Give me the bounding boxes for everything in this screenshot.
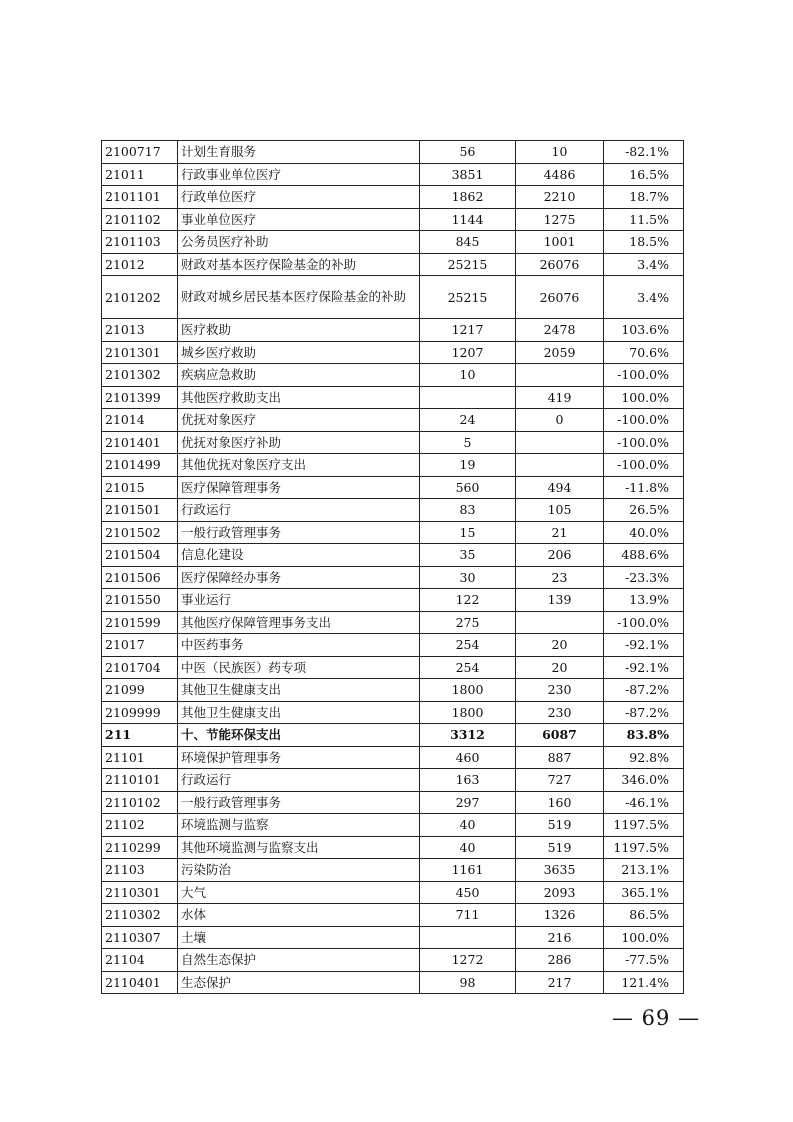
cell-code: 21013: [102, 319, 178, 342]
cell-code: 2110301: [102, 881, 178, 904]
table-row: [102, 949, 684, 972]
cell-code: 21011: [102, 163, 178, 186]
table-row: [102, 656, 684, 679]
cell-value-2: 206: [516, 544, 604, 567]
table-row: [102, 319, 684, 342]
cell-name: 信息化建设: [178, 544, 420, 567]
cell-value-1: 56: [420, 141, 516, 164]
cell-value-2: 105: [516, 499, 604, 522]
cell-code: 2101704: [102, 656, 178, 679]
cell-percent: 121.4%: [604, 971, 684, 994]
cell-value-2: 4486: [516, 163, 604, 186]
budget-table: [101, 140, 684, 994]
cell-value-1: 254: [420, 656, 516, 679]
cell-percent: -100.0%: [604, 409, 684, 432]
cell-name: 城乡医疗救助: [178, 341, 420, 364]
cell-value-1: 35: [420, 544, 516, 567]
cell-value-2: 26076: [516, 276, 604, 319]
cell-value-1: 5: [420, 431, 516, 454]
cell-value-2: 0: [516, 409, 604, 432]
cell-code: 2101301: [102, 341, 178, 364]
cell-percent: -23.3%: [604, 566, 684, 589]
cell-value-1: 1161: [420, 859, 516, 882]
cell-value-1: 254: [420, 634, 516, 657]
table-row: [102, 454, 684, 477]
cell-name: 行政运行: [178, 499, 420, 522]
table-row: [102, 814, 684, 837]
cell-value-2: 2210: [516, 186, 604, 209]
cell-name: 其他卫生健康支出: [178, 679, 420, 702]
cell-value-2: 217: [516, 971, 604, 994]
cell-code: 2110307: [102, 926, 178, 949]
cell-value-2: 230: [516, 679, 604, 702]
table-row: [102, 634, 684, 657]
cell-value-1: 460: [420, 746, 516, 769]
cell-value-1: 15: [420, 521, 516, 544]
table-row: [102, 589, 684, 612]
cell-percent: 1197.5%: [604, 814, 684, 837]
cell-code: 2101202: [102, 276, 178, 319]
cell-value-2: 230: [516, 701, 604, 724]
cell-value-1: 83: [420, 499, 516, 522]
cell-value-1: 275: [420, 611, 516, 634]
cell-name: 其他优抚对象医疗支出: [178, 454, 420, 477]
table-row: [102, 611, 684, 634]
cell-value-1: 297: [420, 791, 516, 814]
table-row: [102, 364, 684, 387]
cell-value-2: [516, 431, 604, 454]
cell-value-1: 40: [420, 836, 516, 859]
cell-percent: -11.8%: [604, 476, 684, 499]
cell-value-1: 1144: [420, 208, 516, 231]
table-row: [102, 141, 684, 164]
cell-name: 中医药事务: [178, 634, 420, 657]
cell-percent: 11.5%: [604, 208, 684, 231]
cell-percent: 100.0%: [604, 926, 684, 949]
table-row: [102, 881, 684, 904]
cell-code: 2101502: [102, 521, 178, 544]
cell-code: 21012: [102, 253, 178, 276]
cell-code: 2101550: [102, 589, 178, 612]
cell-name: 优抚对象医疗补助: [178, 431, 420, 454]
table-row: [102, 208, 684, 231]
cell-name: 医疗保障管理事务: [178, 476, 420, 499]
cell-value-1: 3851: [420, 163, 516, 186]
table-row: [102, 163, 684, 186]
table-row: [102, 231, 684, 254]
cell-name: 其他卫生健康支出: [178, 701, 420, 724]
cell-value-2: 160: [516, 791, 604, 814]
cell-code: 2110401: [102, 971, 178, 994]
cell-percent: 213.1%: [604, 859, 684, 882]
cell-code: 2110299: [102, 836, 178, 859]
cell-name: 生态保护: [178, 971, 420, 994]
cell-code: 21015: [102, 476, 178, 499]
cell-percent: 13.9%: [604, 589, 684, 612]
cell-percent: 86.5%: [604, 904, 684, 927]
cell-percent: 3.4%: [604, 253, 684, 276]
table-row: [102, 499, 684, 522]
cell-name: 行政事业单位医疗: [178, 163, 420, 186]
cell-name: 事业运行: [178, 589, 420, 612]
cell-percent: 100.0%: [604, 386, 684, 409]
cell-percent: -100.0%: [604, 431, 684, 454]
cell-name: 其他医疗保障管理事务支出: [178, 611, 420, 634]
cell-value-2: 2093: [516, 881, 604, 904]
cell-value-1: 10: [420, 364, 516, 387]
cell-value-1: 1800: [420, 679, 516, 702]
cell-percent: -92.1%: [604, 634, 684, 657]
cell-percent: -100.0%: [604, 454, 684, 477]
table-row: [102, 186, 684, 209]
cell-percent: 488.6%: [604, 544, 684, 567]
cell-code: 2101302: [102, 364, 178, 387]
cell-value-2: 20: [516, 634, 604, 657]
cell-value-2: 494: [516, 476, 604, 499]
table-row: [102, 971, 684, 994]
cell-percent: 26.5%: [604, 499, 684, 522]
cell-code: 2101399: [102, 386, 178, 409]
cell-value-1: 711: [420, 904, 516, 927]
cell-code: 2110302: [102, 904, 178, 927]
cell-value-2: 26076: [516, 253, 604, 276]
table-row: [102, 253, 684, 276]
cell-percent: 1197.5%: [604, 836, 684, 859]
table-row: [102, 544, 684, 567]
cell-value-2: 887: [516, 746, 604, 769]
cell-percent: -92.1%: [604, 656, 684, 679]
cell-value-1: 1800: [420, 701, 516, 724]
cell-name: 自然生态保护: [178, 949, 420, 972]
cell-value-1: 25215: [420, 276, 516, 319]
table-row: [102, 701, 684, 724]
cell-name: 中医（民族医）药专项: [178, 656, 420, 679]
table-row: [102, 476, 684, 499]
cell-name: 水体: [178, 904, 420, 927]
table-row: [102, 276, 684, 319]
cell-value-2: 419: [516, 386, 604, 409]
cell-name: 环境保护管理事务: [178, 746, 420, 769]
table-row: [102, 431, 684, 454]
cell-code: 21101: [102, 746, 178, 769]
cell-value-1: 1217: [420, 319, 516, 342]
cell-name: 一般行政管理事务: [178, 521, 420, 544]
cell-percent: -100.0%: [604, 364, 684, 387]
table-row: [102, 566, 684, 589]
cell-value-2: 1001: [516, 231, 604, 254]
cell-name: 事业单位医疗: [178, 208, 420, 231]
table-row: [102, 341, 684, 364]
cell-percent: -87.2%: [604, 701, 684, 724]
cell-value-2: 23: [516, 566, 604, 589]
cell-name: 优抚对象医疗: [178, 409, 420, 432]
cell-name: 医疗救助: [178, 319, 420, 342]
table-row: [102, 679, 684, 702]
table-row: [102, 859, 684, 882]
cell-value-1: 40: [420, 814, 516, 837]
table-row: [102, 926, 684, 949]
cell-value-1: [420, 926, 516, 949]
cell-code: 2101506: [102, 566, 178, 589]
cell-value-1: 1207: [420, 341, 516, 364]
cell-value-2: 216: [516, 926, 604, 949]
cell-code: 2101102: [102, 208, 178, 231]
cell-name: 疾病应急救助: [178, 364, 420, 387]
cell-name: 行政单位医疗: [178, 186, 420, 209]
cell-percent: 92.8%: [604, 746, 684, 769]
table-row: [102, 904, 684, 927]
cell-percent: 70.6%: [604, 341, 684, 364]
cell-value-1: 560: [420, 476, 516, 499]
cell-code: 2101499: [102, 454, 178, 477]
cell-percent: -100.0%: [604, 611, 684, 634]
cell-percent: -46.1%: [604, 791, 684, 814]
cell-code: 211: [102, 724, 178, 747]
cell-name: 土壤: [178, 926, 420, 949]
cell-name: 行政运行: [178, 769, 420, 792]
cell-value-1: 24: [420, 409, 516, 432]
cell-code: 21014: [102, 409, 178, 432]
cell-code: 21102: [102, 814, 178, 837]
cell-name: 大气: [178, 881, 420, 904]
cell-code: 2101501: [102, 499, 178, 522]
cell-name: 公务员医疗补助: [178, 231, 420, 254]
cell-value-2: 139: [516, 589, 604, 612]
cell-code: 2109999: [102, 701, 178, 724]
cell-value-2: 2478: [516, 319, 604, 342]
cell-value-2: 286: [516, 949, 604, 972]
cell-code: 2101504: [102, 544, 178, 567]
cell-value-1: 122: [420, 589, 516, 612]
cell-code: 21104: [102, 949, 178, 972]
cell-code: 2101103: [102, 231, 178, 254]
cell-code: 2101101: [102, 186, 178, 209]
cell-name: 一般行政管理事务: [178, 791, 420, 814]
cell-value-2: 519: [516, 814, 604, 837]
table-row: [102, 769, 684, 792]
cell-name: 污染防治: [178, 859, 420, 882]
cell-value-2: [516, 454, 604, 477]
cell-value-1: [420, 386, 516, 409]
cell-value-2: 1275: [516, 208, 604, 231]
cell-code: 21099: [102, 679, 178, 702]
page-number: — 69 —: [612, 1006, 701, 1030]
cell-value-1: 1862: [420, 186, 516, 209]
table-row: [102, 746, 684, 769]
table-row: [102, 724, 684, 747]
cell-name: 其他医疗救助支出: [178, 386, 420, 409]
cell-value-1: 3312: [420, 724, 516, 747]
cell-value-2: 1326: [516, 904, 604, 927]
cell-percent: 3.4%: [604, 276, 684, 319]
cell-value-1: 845: [420, 231, 516, 254]
cell-value-1: 30: [420, 566, 516, 589]
table-row: [102, 386, 684, 409]
cell-value-2: 519: [516, 836, 604, 859]
cell-name: 医疗保障经办事务: [178, 566, 420, 589]
cell-value-2: 3635: [516, 859, 604, 882]
cell-percent: -87.2%: [604, 679, 684, 702]
cell-value-1: 1272: [420, 949, 516, 972]
cell-percent: 103.6%: [604, 319, 684, 342]
cell-percent: -77.5%: [604, 949, 684, 972]
cell-name: 十、节能环保支出: [178, 724, 420, 747]
table-row: [102, 521, 684, 544]
cell-value-2: 6087: [516, 724, 604, 747]
budget-table-body: [102, 141, 684, 994]
cell-value-2: [516, 364, 604, 387]
cell-value-1: 450: [420, 881, 516, 904]
cell-percent: 18.5%: [604, 231, 684, 254]
cell-value-2: 21: [516, 521, 604, 544]
cell-value-2: 2059: [516, 341, 604, 364]
cell-percent: 365.1%: [604, 881, 684, 904]
table-row: [102, 791, 684, 814]
cell-value-2: [516, 611, 604, 634]
cell-code: 21103: [102, 859, 178, 882]
cell-value-1: 98: [420, 971, 516, 994]
cell-name: 财政对基本医疗保险基金的补助: [178, 253, 420, 276]
table-row: [102, 836, 684, 859]
cell-percent: 16.5%: [604, 163, 684, 186]
cell-value-2: 727: [516, 769, 604, 792]
cell-percent: 18.7%: [604, 186, 684, 209]
cell-name: 计划生育服务: [178, 141, 420, 164]
cell-name: 其他环境监测与监察支出: [178, 836, 420, 859]
cell-percent: 83.8%: [604, 724, 684, 747]
cell-percent: 346.0%: [604, 769, 684, 792]
cell-value-1: 25215: [420, 253, 516, 276]
cell-percent: -82.1%: [604, 141, 684, 164]
cell-name: 环境监测与监察: [178, 814, 420, 837]
cell-code: 21017: [102, 634, 178, 657]
cell-code: 2110101: [102, 769, 178, 792]
cell-percent: 40.0%: [604, 521, 684, 544]
cell-code: 2101401: [102, 431, 178, 454]
cell-code: 2110102: [102, 791, 178, 814]
cell-code: 2101599: [102, 611, 178, 634]
cell-code: 2100717: [102, 141, 178, 164]
cell-value-1: 163: [420, 769, 516, 792]
table-row: [102, 409, 684, 432]
cell-name: 财政对城乡居民基本医疗保险基金的补助: [178, 276, 420, 319]
cell-value-1: 19: [420, 454, 516, 477]
cell-value-2: 10: [516, 141, 604, 164]
cell-value-2: 20: [516, 656, 604, 679]
